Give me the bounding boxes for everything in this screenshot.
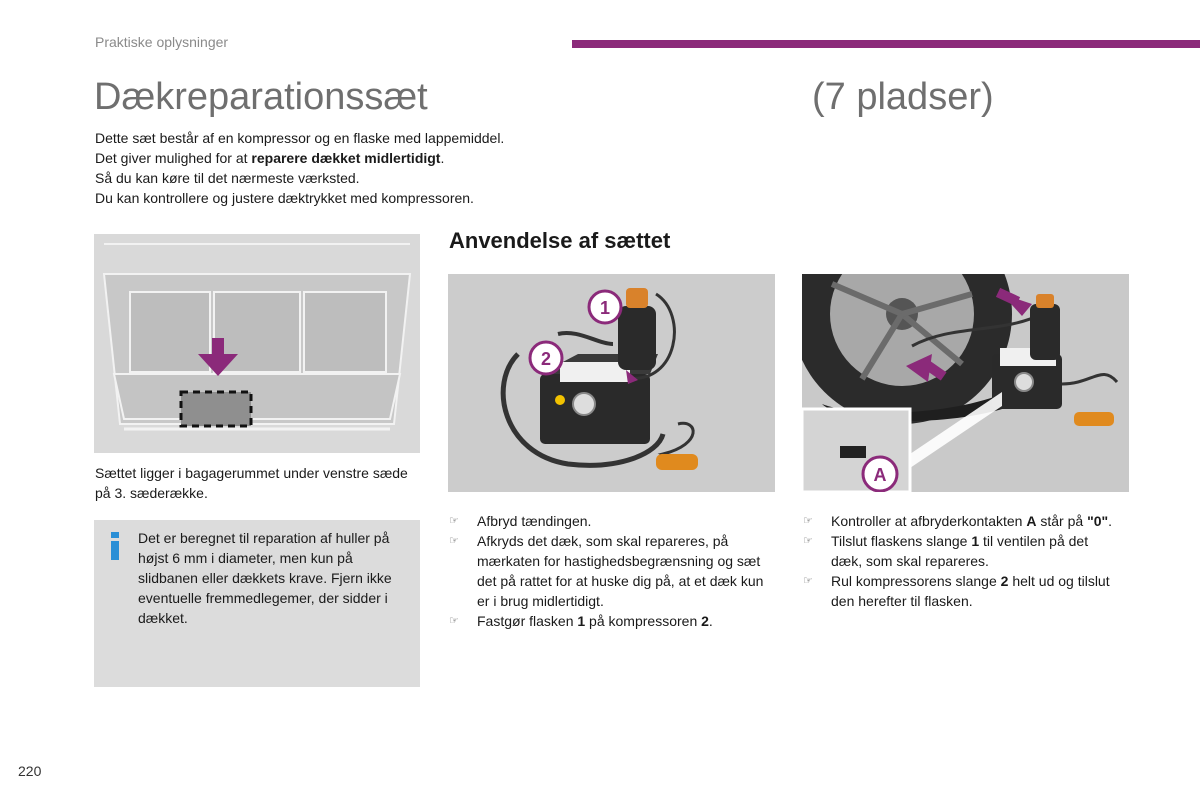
section-heading: Anvendelse af sættet [449,228,671,253]
list-item: ☞ Fastgør flasken 1 på kompressoren 2. [449,613,713,629]
compressor-illustration [448,274,775,492]
tyre-illustration [802,274,1129,492]
list-item: ☞ Kontroller at afbryderkontakten A står på "0". [803,513,1113,529]
intro-line: Dette sæt består af en kompressor og en flaske med lappemiddel. [95,130,505,146]
label-badge-a [863,457,897,491]
svg-text:A: A [873,465,887,485]
list-item: ☞ Afbryd tændingen. [449,513,592,529]
header-accent-bar [572,40,1200,48]
compressor-drawing [448,274,775,492]
trunk-illustration [94,234,420,453]
trunk-caption: Sættet ligger i bagagerummet under venstre sæde på 3. sæderække. [95,465,408,501]
section-title: Praktiske oplysninger [95,34,229,50]
variant-title: (7 pladser) [812,76,994,118]
intro-line: Så du kan køre til det nærmeste værksted. [95,170,360,186]
page-title: Dækreparationssæt [94,76,428,118]
svg-text:1: 1 [599,298,611,318]
info-text: Det er beregnet til reparation af huller på højst 6 mm i diameter, men kun på slidbanen eller dækkets krave. Fjern ikke eventuelle fremmedlegemer, der sidder i dækket. [138,530,392,626]
steps-list [449,511,769,631]
steps-list [803,511,1123,611]
intro-text [95,128,504,208]
label-badge-2 [530,342,562,374]
svg-text:2: 2 [540,349,552,369]
info-box [94,520,420,687]
list-item: ☞ Tilslut flaskens slange 1 til ventilen på det dæk, som skal repareres. [803,533,1089,569]
list-item: ☞ Afkryds det dæk, som skal repareres, på mærkaten for hastighedsbegrænsning og sæt det på rattet for at huske dig på, at et dæk kun er i brug midlertidigt. [449,533,764,609]
label-badge-1 [589,291,621,323]
trunk-drawing [94,234,420,453]
intro-line: Det giver mulighed for at reparere dækket midlertidigt. [95,150,445,166]
list-item: ☞ Rul kompressorens slange 2 helt ud og tilslut den herefter til flasken. [803,573,1110,609]
info-icon [109,532,121,560]
intro-line: Du kan kontrollere og justere dæktrykket med kompressoren. [95,190,474,206]
page-number: 220 [18,763,42,779]
tyre-drawing [802,274,1129,492]
